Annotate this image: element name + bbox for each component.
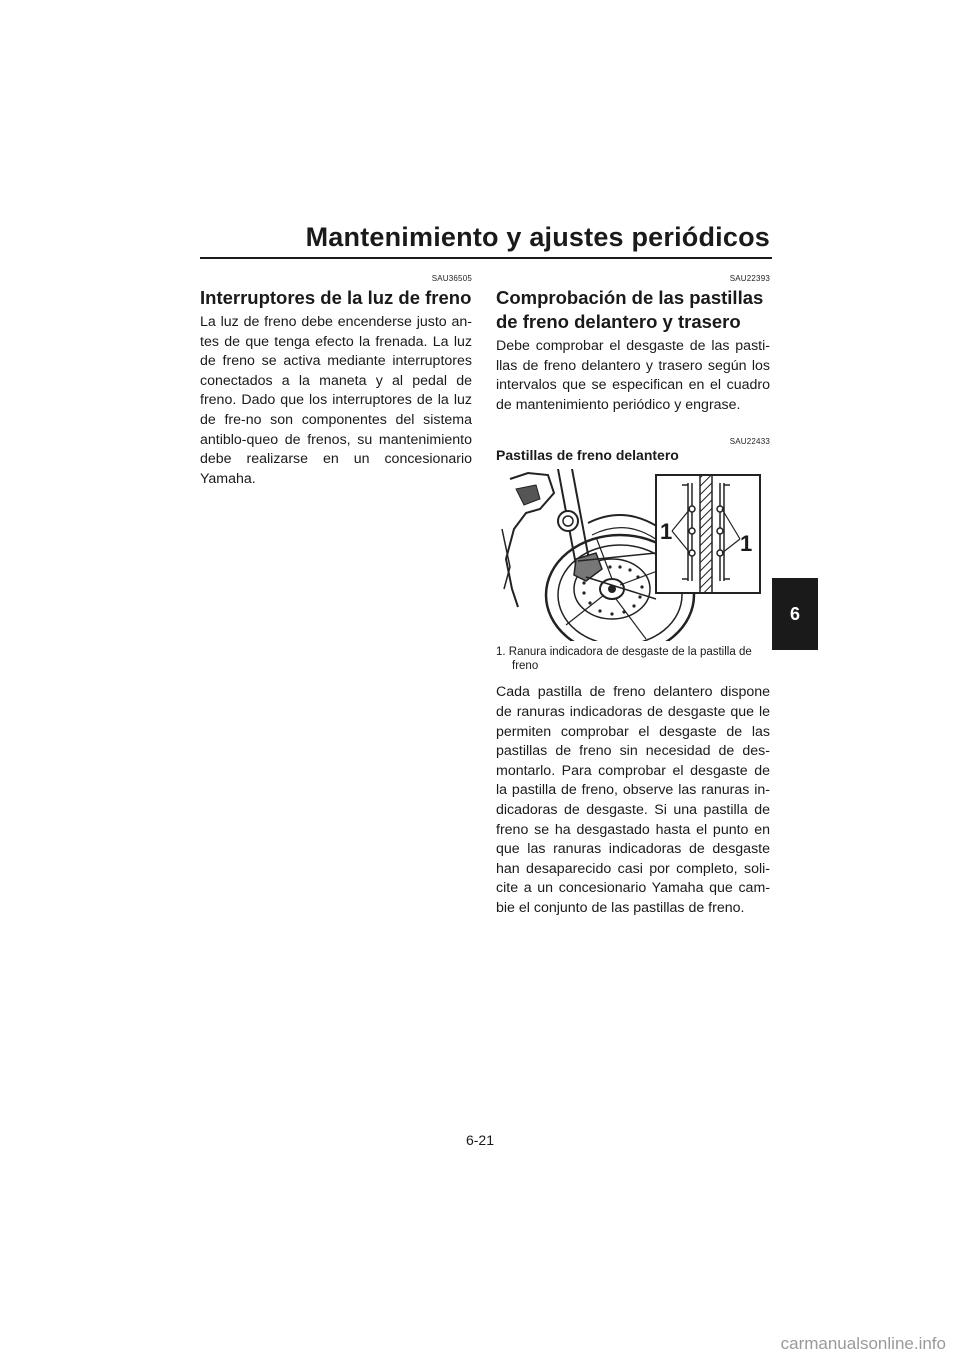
brake-pad-figure	[496, 469, 764, 641]
brake-light-paragraph: La luz de freno debe encenderse justo an-tes de que tenga efecto la frenada. La luz de freno se activa mediante interruptores conectados a la maneta y al pedal de freno. Dado que los interruptores de la luz de fre-no son componentes del sistema antiblo-queo de frenos, su mantenimiento debe realizarse en un concesionario Yamaha.	[200, 314, 472, 487]
section-heading-brake-light-switches: Interruptores de la luz de freno	[200, 287, 472, 308]
callout-number: 1	[660, 519, 673, 545]
front-brake-illustration	[496, 469, 764, 641]
page-number: 6-21	[465, 1132, 495, 1148]
header-rule	[200, 257, 772, 259]
section-code: SAU36505	[431, 274, 472, 283]
watermark: carmanualsonline.info	[780, 1334, 946, 1353]
page-title: Mantenimiento y ajustes periódicos	[305, 222, 770, 252]
figure-caption: 1. Ranura indicadora de desgaste de la pastilla de freno	[496, 646, 752, 673]
callout-number: 1	[740, 531, 753, 557]
front-pads-paragraph: Cada pastilla de freno delantero dispone de ranuras indicadoras de desgaste que le permiten comprobar el desgaste de las pastillas de freno sin necesidad de des-montarlo. Para comprobar el desgaste de la pastilla de freno, observe las ranuras in-dicadoras de desgaste. Si una pastilla de freno se ha desgastado hasta el punto en que las ranuras indicadoras de desgaste han desaparecido casi por completo, soli-cite a un concesionario Yamaha que cam-bie el conjunto de las pastillas de freno.	[496, 684, 770, 916]
subsection-code: SAU22433	[729, 437, 770, 447]
section-heading-brake-pads-check: Comprobación de las pastillas de freno delantero y trasero	[496, 287, 764, 332]
chapter-tab: 6	[772, 578, 818, 650]
right-column	[496, 274, 770, 919]
section-code: SAU22393	[729, 274, 770, 283]
brake-pads-intro-paragraph: Debe comprobar el desgaste de las pasti-llas de freno delantero y trasero según los intervalos que se especifican en el cuadro de mantenimiento periódico y engrase.	[496, 338, 770, 413]
left-column	[200, 274, 472, 489]
subsection-heading-front-pads: Pastillas de freno delantero	[496, 447, 679, 464]
